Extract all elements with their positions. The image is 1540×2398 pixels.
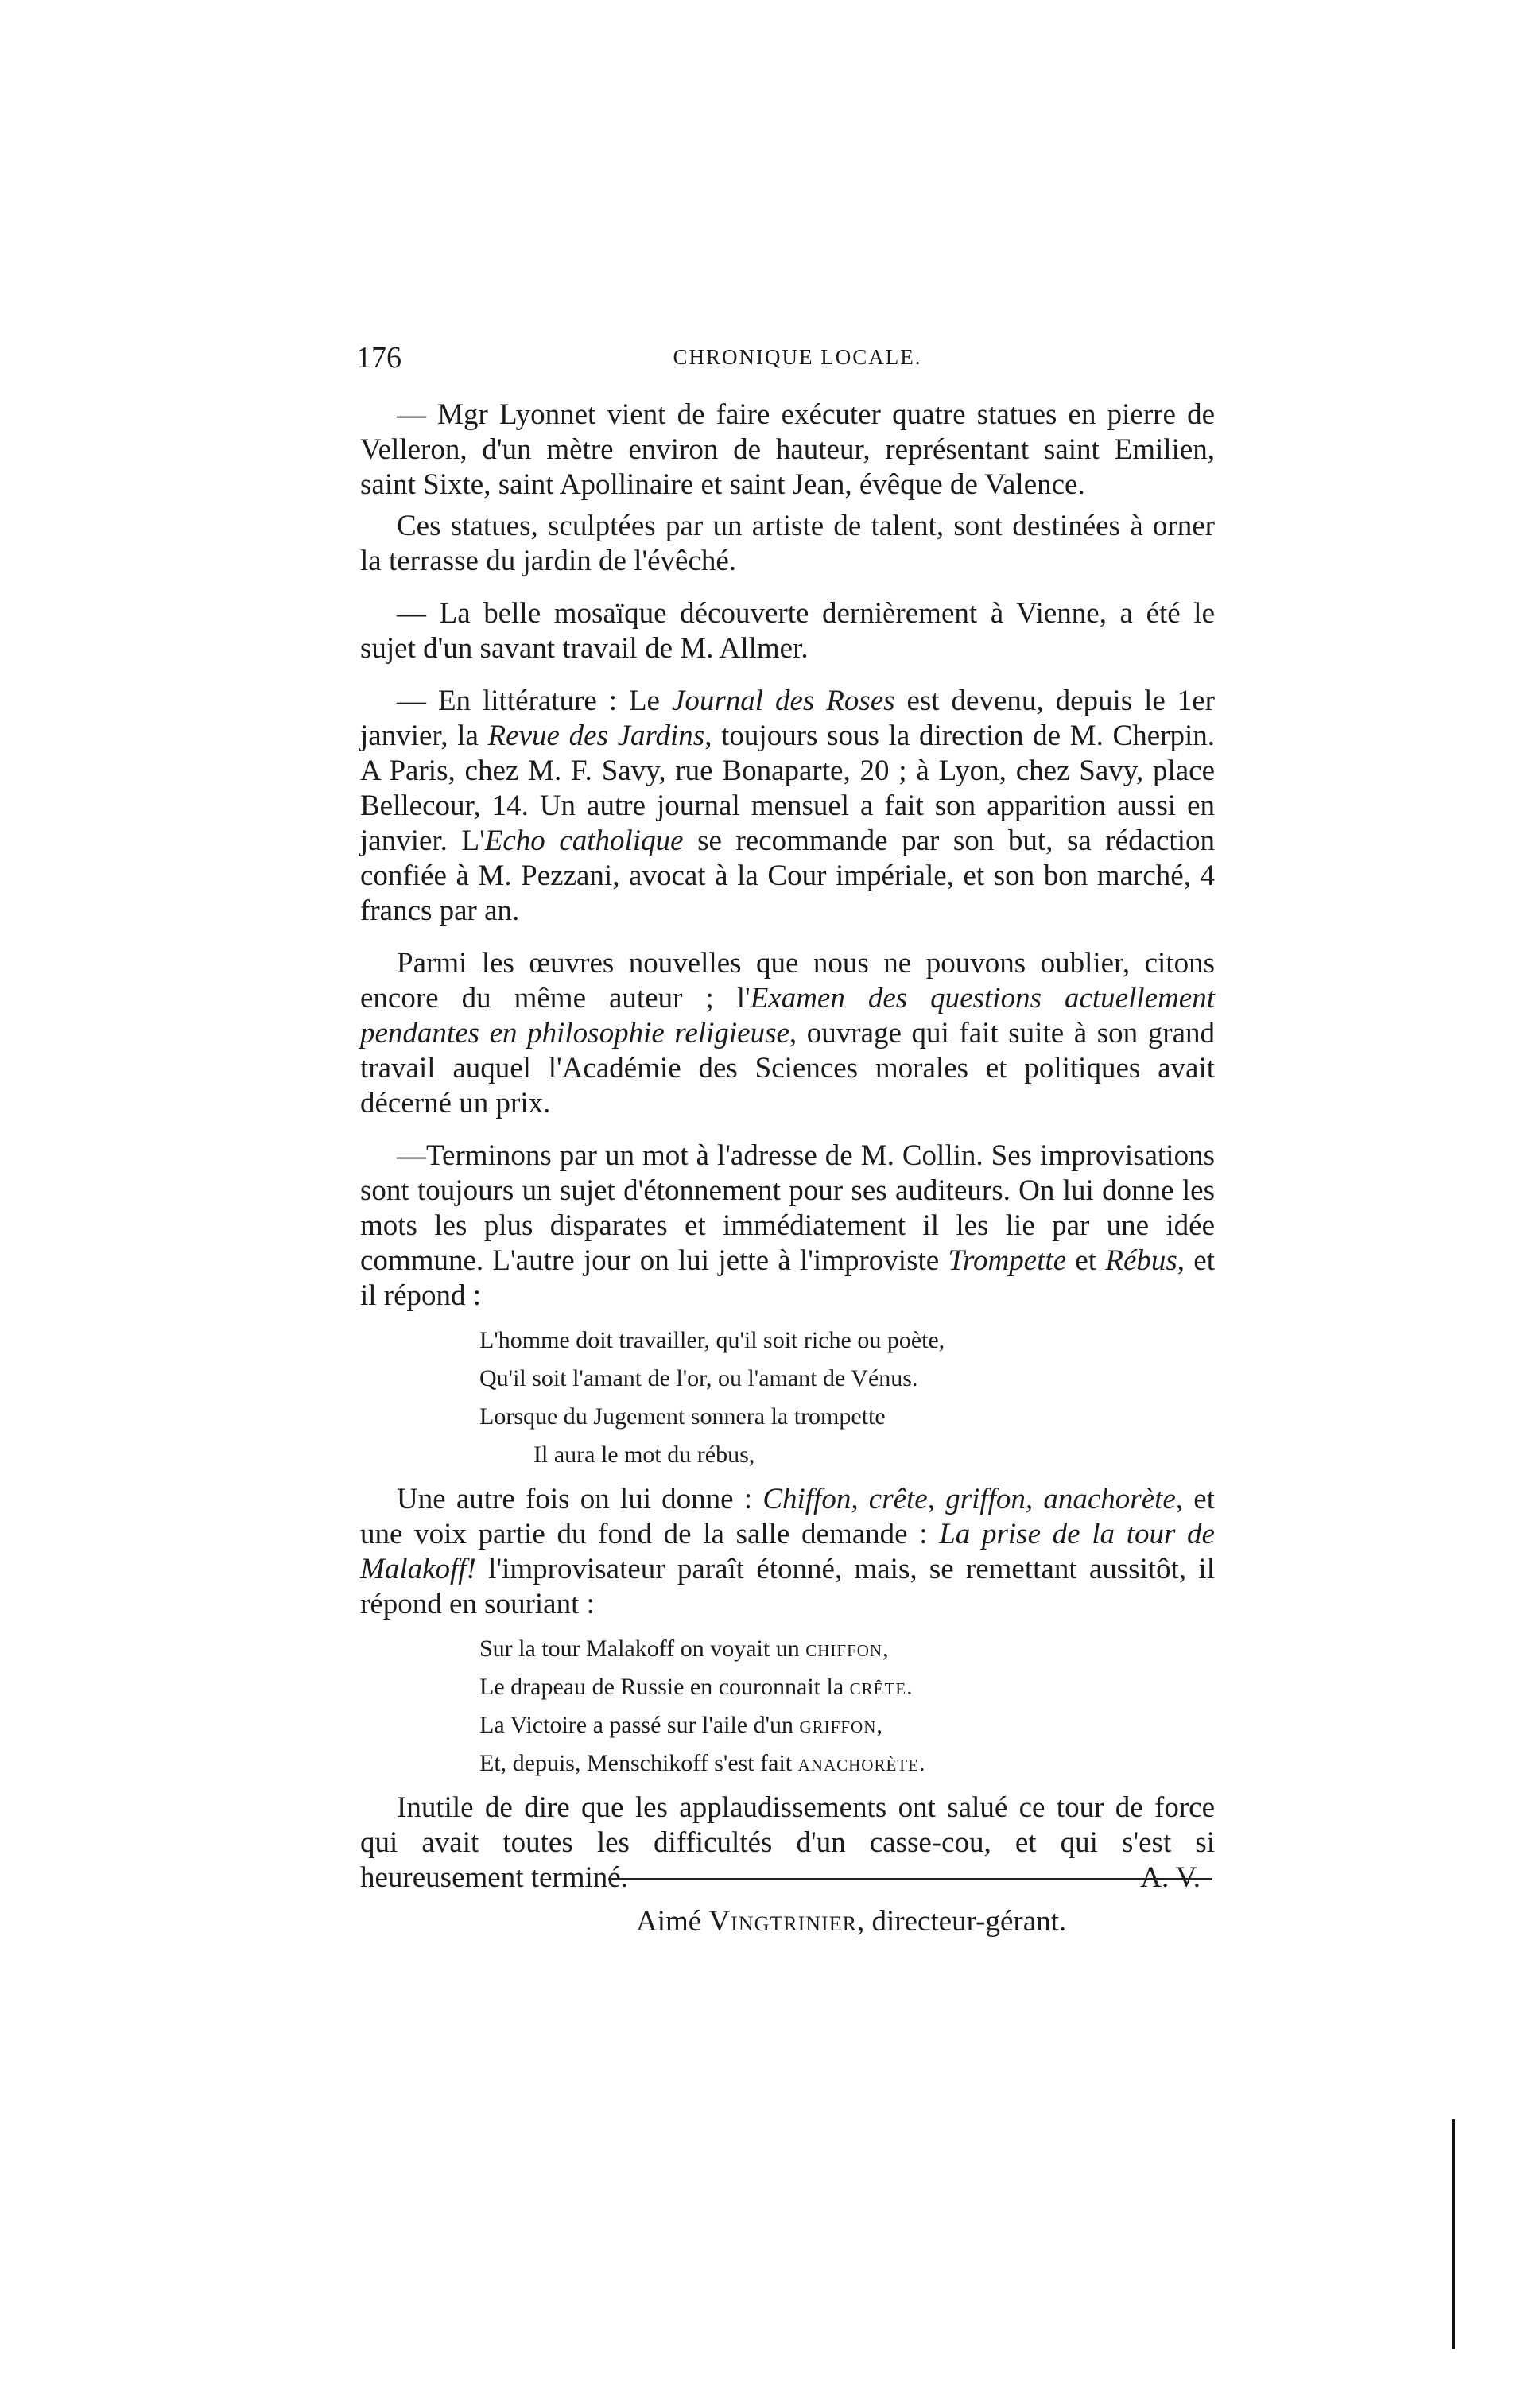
verse-trompette — [479, 1321, 1215, 1474]
conclusion-text: Inutile de dire que les applaudissements ont salué ce tour de force qui avait toutes les difficultés d'un casse-cou, et qui s'est si heureusement terminé. — [360, 1791, 1215, 1894]
verse-malakoff — [479, 1630, 1215, 1783]
separator-rule — [608, 1878, 1212, 1880]
paragraph-literature — [360, 684, 1215, 929]
improv-text-2: et — [1066, 1244, 1106, 1277]
verse-line — [479, 1744, 1215, 1783]
literature-text-2: est devenu, depuis le 1er janvier, la — [360, 685, 1215, 752]
malakoff-text-3: l'improvisateur paraît étonné, mais, se remettant aussitôt, il répond en souriant : — [360, 1553, 1215, 1620]
verse-line: Il aura le mot du rébus, — [533, 1442, 755, 1468]
running-head: CHRONIQUE LOCALE. — [673, 345, 922, 369]
verse-key-word: crête. — [849, 1674, 914, 1700]
malakoff-text-1: Une autre fois on lui donne : — [397, 1483, 763, 1515]
verse-key-word: griffon, — [799, 1712, 883, 1738]
paragraph-mosaic: — La belle mosaïque découverte dernièrement à Vienne, a été le sujet d'un savant travail de M. Allmer. — [360, 597, 1215, 665]
verse-key-word: chiffon, — [805, 1636, 890, 1662]
verse-line: Qu'il soit l'amant de l'or, ou l'amant de Vénus. — [479, 1365, 918, 1391]
malakoff-question: La prise de la tour de Malakoff! — [360, 1518, 1215, 1585]
verse-key-word: anachorète. — [797, 1750, 926, 1776]
paragraph-new-works — [360, 946, 1215, 1121]
scan-edge-mark — [1452, 2119, 1455, 2349]
article-body — [360, 398, 1215, 1896]
page-number: 176 — [356, 341, 401, 374]
echo-title: Echo catholique — [484, 825, 684, 857]
paragraph-statues-destination: Ces statues, sculptées par un artiste de talent, sont destinées à orner la terrasse du jardin de l'évêché. — [360, 510, 1215, 577]
literature-text-1: — En littérature : Le — [397, 685, 672, 717]
word-trompette: Trompette — [948, 1244, 1067, 1277]
page-header — [356, 340, 1239, 380]
verse-line-text: La Victoire a passé sur l'aile d'un — [479, 1712, 800, 1738]
improv-text-1: —Terminons par un mot à l'adresse de M. Collin. Ses improvisations sont toujours un sujet d'étonnement pour ses auditeurs. On lui donne les mots les plus disparates et immédiatement il les lie par une idée commune. L'autre jour on lui jette à l'improviste — [360, 1139, 1215, 1277]
new-works-text-1: Parmi les œuvres nouvelles que nous ne pouvons oublier, citons encore du même auteur ; l' — [360, 947, 1215, 1015]
literature-text-3: , toujours sous la direction de M. Cherpin. A Paris, chez M. F. Savy, rue Bonaparte, 20 ; à Lyon, chez Savy, place Bellecour, 14. Un autre journal mensuel a fait son apparition aussi en janvier. L' — [360, 720, 1215, 857]
author-signature: A. V. — [1140, 1861, 1201, 1894]
paragraph-improvisations — [360, 1139, 1215, 1313]
verse-line — [479, 1706, 1215, 1744]
word-list: Chiffon, crête, griffon, anachorète — [762, 1483, 1176, 1515]
revue-title: Revue des Jardins — [487, 720, 705, 752]
examen-title: Examen des questions actuellement pendantes en philosophie religieuse — [360, 982, 1215, 1050]
imprint-role: , directeur-gérant. — [856, 1905, 1067, 1938]
imprint-line — [636, 1904, 1066, 1938]
improv-text-3: , et il répond : — [360, 1244, 1216, 1312]
verse-line-text: Le drapeau de Russie en couronnait la — [479, 1674, 850, 1700]
word-rebus: Rébus — [1105, 1244, 1177, 1277]
verse-line-text: Sur la tour Malakoff on voyait un — [479, 1636, 806, 1662]
new-works-text-2: , ouvrage qui fait suite à son grand travail auquel l'Académie des Sciences morales et politiques avait décerné un prix. — [360, 1017, 1216, 1119]
verse-line — [479, 1630, 1215, 1668]
literature-text-4: se recommande par son but, sa rédaction confiée à M. Pezzani, avocat à la Cour impériale, et son bon marché, 4 francs par an. — [360, 825, 1215, 927]
paragraph-statues: — Mgr Lyonnet vient de faire exécuter quatre statues en pierre de Velleron, d'un mètre environ de hauteur, représentant saint Emilien, saint Sixte, saint Apollinaire et saint Jean, évêque de Valence. — [360, 398, 1215, 501]
paragraph-malakoff — [360, 1482, 1215, 1622]
journal-title: Journal des Roses — [671, 685, 895, 717]
imprint-first-name: Aimé — [636, 1905, 702, 1938]
verse-line — [479, 1668, 1215, 1706]
verse-line-text: Et, depuis, Menschikoff s'est fait — [479, 1750, 798, 1776]
verse-line: L'homme doit travailler, qu'il soit riche ou poète, — [479, 1327, 945, 1353]
imprint-surname: Vingtrinier — [708, 1905, 857, 1938]
verse-line: Lorsque du Jugement sonnera la trompette — [479, 1403, 886, 1430]
malakoff-text-2: , et une voix partie du fond de la salle demande : — [360, 1483, 1216, 1550]
